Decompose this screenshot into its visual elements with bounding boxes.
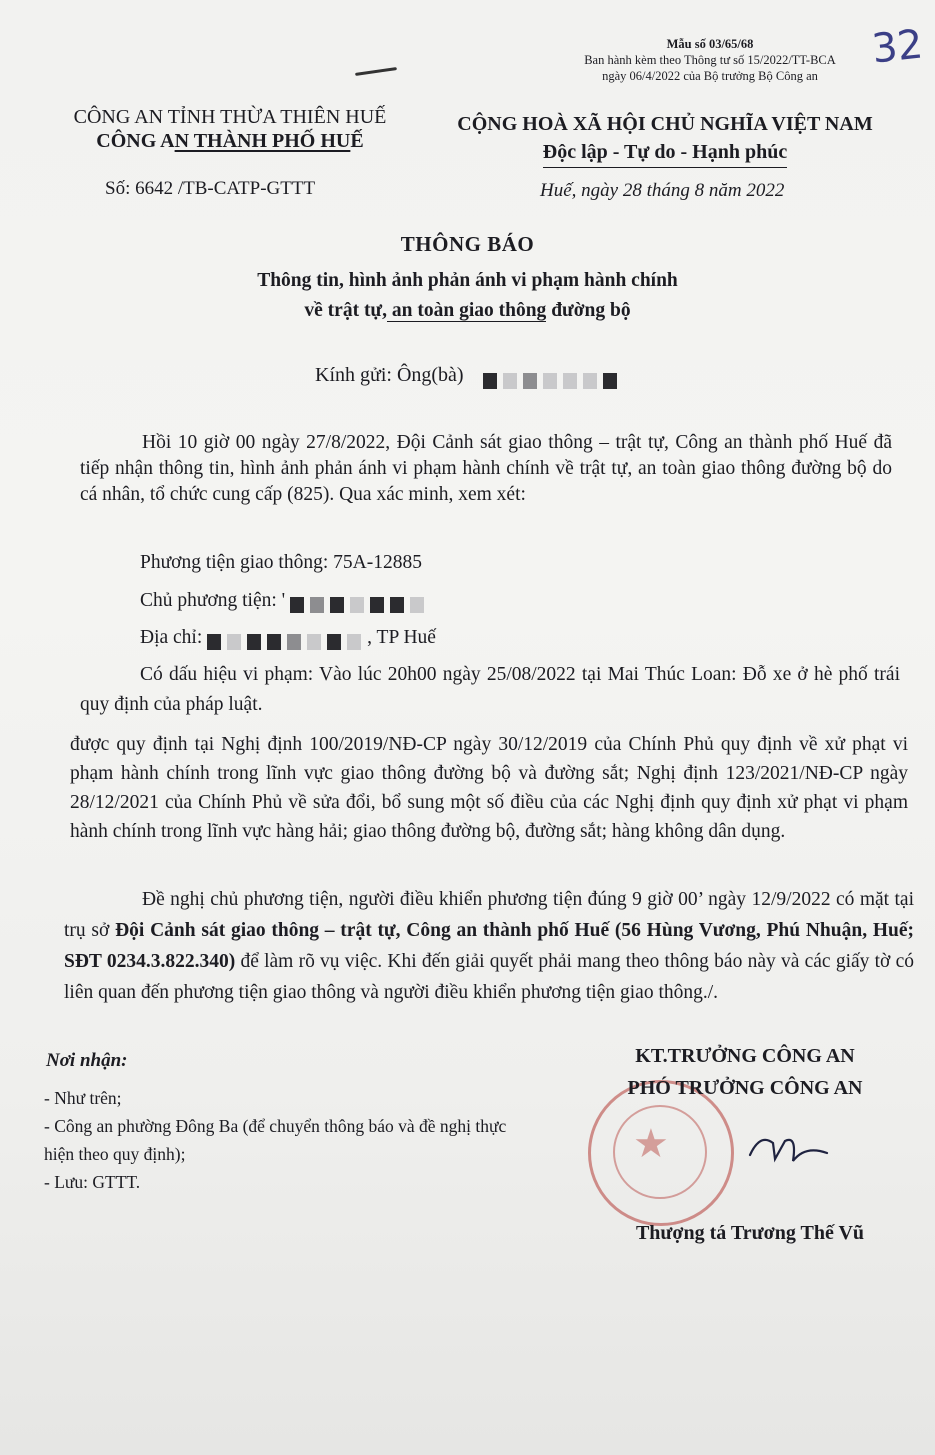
place-date: Huế, ngày 28 tháng 8 năm 2022 [540,180,785,201]
address-field [140,627,436,649]
request-office: Đội Cảnh sát giao thông – trật tự, Công an thành phố Huế (56 Hùng Vương, Phú Nhuận, Huế; SĐT 0234.3.822.340) [64,920,915,972]
form-issued-with: Ban hành kèm theo Thông tư số 15/2022/TT-BCA [584,53,836,67]
address-suffix: , TP Huế [367,627,436,648]
handwritten-signature [745,1115,835,1175]
request-paragraph [64,884,914,1008]
issuer-block [40,105,420,153]
salutation-text: Kính gửi: Ông(bà) [315,364,464,386]
address-label: Địa chỉ: [140,627,203,648]
subtitle-line-1: Thông tin, hình ảnh phản ánh vi phạm hành chính [257,270,678,291]
signature-line-2: PHÓ TRƯỞNG CÔNG AN [627,1077,863,1099]
handwritten-number: 32 [869,21,926,73]
violation-paragraph: Có dấu hiệu vi phạm: Vào lúc 20h00 ngày 25/08/2022 tại Mai Thúc Loan: Đỗ xe ở hè phố trái quy định của pháp luật. [80,664,900,715]
request-part-2: để làm rõ vụ việc. Khi đến giải quyết phải mang theo thông báo này và các giấy tờ có liên quan đến phương tiện giao thông và người điều khiển phương tiện giao thông./. [64,951,915,1003]
issuer-parent: CÔNG AN TỈNH THỪA THIÊN HUẾ [73,106,387,128]
owner-label: Chủ phương tiện: ' [140,590,286,611]
intro-paragraph: Hồi 10 giờ 00 ngày 27/8/2022, Đội Cảnh sát giao thông – trật tự, Công an thành phố Huế đã tiếp nhận thông tin, hình ảnh phản ánh vi phạm hành chính về trật tự, an toàn giao thông đường bộ do cá nhân, tổ chức cung cấp (825). Qua xác minh, xem xét: [80,432,892,505]
nation-motto: Độc lập - Tự do - Hạnh phúc [543,138,787,168]
nation-block [430,110,900,168]
request-part-1: Đề nghị chủ phương tiện, người điều khiển phương tiện đúng 9 giờ 00’ ngày 12/9/2022 có mặt tại trụ sở [64,889,914,941]
redacted-name [483,368,623,384]
nation-name: CỘNG HOÀ XÃ HỘI CHỦ NGHĨA VIỆT NAM [457,113,873,135]
form-number-block [560,36,860,84]
subtitle-line-2-prefix: về trật tự, [304,300,388,321]
subtitle-line-2-underlined: an toàn giao thông [387,300,547,321]
signature-line-1: KT.TRƯỞNG CÔNG AN [635,1045,855,1067]
subtitle-line-2 [0,296,935,326]
issuer-unit-suffix: Ế [350,130,364,152]
subtitle-line-2-suffix: đường bộ [546,300,631,321]
recipient-item: - Lưu: GTTT. [44,1172,141,1192]
owner-field [140,590,430,612]
salutation [315,364,623,387]
pen-mark [355,67,397,76]
document-subtitle [0,266,935,326]
issuer-unit-prefix: CÔNG A [96,130,175,152]
form-issued-date: ngày 06/4/2022 của Bộ trưởng Bộ Công an [602,69,818,83]
signer-name: Thượng tá Trương Thế Vũ [635,1222,865,1244]
issuer-unit [40,129,420,153]
redacted-address [207,631,367,647]
document-title: THÔNG BÁO [400,232,535,256]
signature-title [570,1040,920,1104]
recipients-title: Nơi nhận: [46,1050,128,1071]
redacted-owner [290,594,430,610]
regulation-paragraph: được quy định tại Nghị định 100/2019/NĐ-CP ngày 30/12/2019 của Chính Phủ quy định về xử phạt vi phạm hành chính trong lĩnh vực giao thông đường bộ và đường sắt; Nghị định 123/2021/NĐ-CP ngày 28/12/2021 của Chính Phủ về sửa đổi, bổ sung một số điều của các Nghị định quy định xử phạt vi phạm hành chính trong lĩnh vực hàng hải; giao thông đường bộ, đường sắt; hàng không dân dụng. [70,734,908,842]
document-number: Số: 6642 /TB-CATP-GTTT [105,178,316,199]
recipient-item: - Như trên; [44,1088,122,1108]
form-number: Mẫu số 03/65/68 [666,37,754,51]
vehicle-field: Phương tiện giao thông: 75A-12885 [140,552,422,573]
issuer-unit-underlined: N THÀNH PHỐ HU [174,130,351,152]
recipient-item: - Công an phường Đông Ba (để chuyển thông báo và đề nghị thực hiện theo quy định); [44,1116,507,1164]
star-icon: ★ [633,1121,669,1167]
recipients-list [44,1084,524,1196]
